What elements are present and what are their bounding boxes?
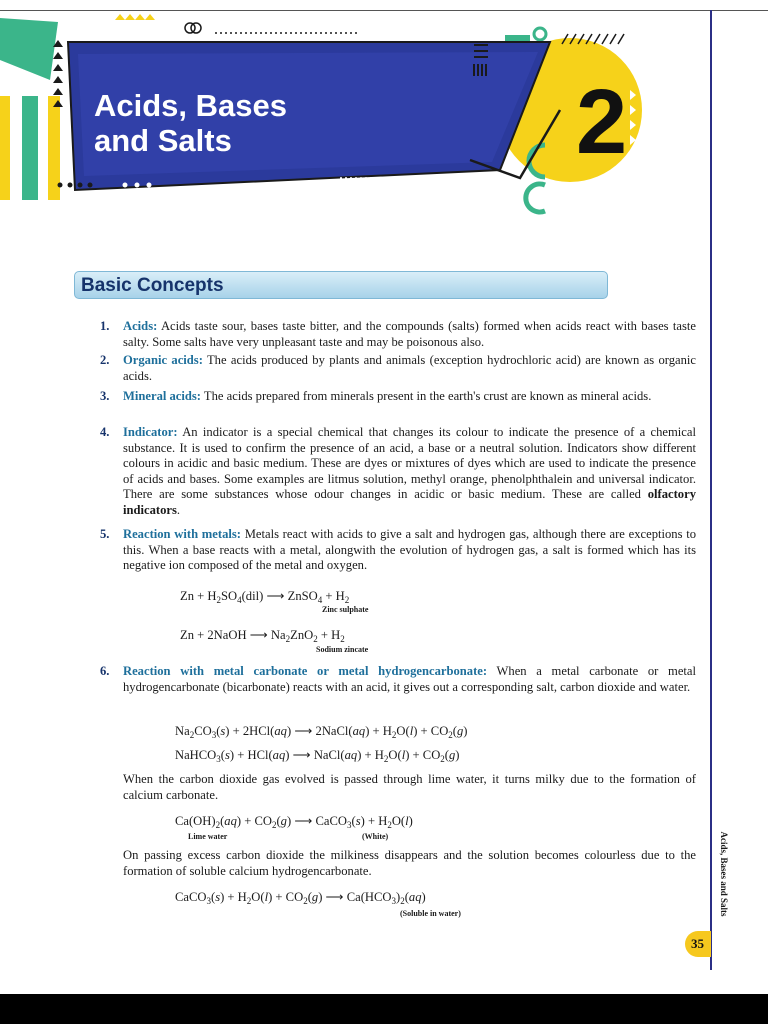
label-zinc-sulphate: Zinc sulphate	[322, 605, 369, 614]
label-soluble-in-water: (Soluble in water)	[400, 909, 461, 918]
item-number: 2.	[100, 353, 110, 367]
label-lime-water: Lime water	[188, 832, 228, 841]
equation-calcium-hydrogencarbonate: CaCO$_3$(s) + $H_2O(l) + CO_2(g)$ ⟶ $Ca(HCO_3)_2(aq)$	[175, 890, 426, 906]
chapter-number: 2	[576, 71, 628, 173]
bottom-bar	[0, 994, 768, 1024]
item-number: 4.	[100, 425, 110, 439]
page-number: 35	[691, 936, 704, 951]
list-item	[100, 425, 696, 518]
equation-lime-water: $Ca(OH)_2(aq) + CO_2(g)$ ⟶ CaCO$_3$(s) + $H_2O(l)$	[175, 814, 413, 830]
item-term: Reaction with metal carbonate or metal hydrogencarbonate:	[123, 664, 488, 678]
item-text: The acids produced by plants and animals (exception hydrochloric acid) are known as organic acids.	[123, 353, 696, 383]
chapter-title-line2: and Salts	[94, 123, 232, 158]
item-number: 1.	[100, 319, 110, 333]
paragraph-lime-water: When the carbon dioxide gas evolved is passed through lime water, it turns milky due to the formation of calcium carbonate.	[123, 772, 696, 802]
equation-zinc-sulphuric: $Zn + H_2SO_4(dil)$ ⟶ ZnSO$_4$ + $H_2$	[180, 589, 350, 605]
right-margin-rule	[710, 10, 712, 970]
label-white: (White)	[362, 832, 389, 841]
item-term: Mineral acids:	[123, 389, 201, 403]
page-number-badge	[685, 931, 711, 957]
list-item	[100, 527, 696, 574]
item-text-end: .	[176, 502, 181, 517]
item-term: Organic acids:	[123, 353, 203, 367]
chapter-title-line1: Acids, Bases	[94, 88, 287, 123]
item-keyword: olfactory indicators	[123, 487, 696, 517]
label-sodium-zincate: Sodium zincate	[316, 645, 369, 654]
list-item	[100, 353, 696, 384]
section-title: Basic Concepts	[81, 275, 224, 296]
item-term: Acids:	[123, 319, 158, 333]
item-term: Indicator:	[123, 425, 178, 439]
section-heading	[74, 271, 608, 299]
item-number: 6.	[100, 664, 110, 678]
chapter-title	[94, 88, 354, 158]
item-text: When a metal carbonate or metal hydrogencarbonate (bicarbonate) reacts with an acid, it gives out a corresponding salt, carbon dioxide and water.	[123, 664, 696, 694]
equation-sodium-carbonate: $Na_2CO_3(s) + 2HCl(aq)$ ⟶ 2NaCl(aq) + $H_2O(l) + CO_2(g)$	[175, 724, 468, 740]
item-term: Reaction with metals:	[123, 527, 241, 541]
item-number: 5.	[100, 527, 110, 541]
equation-zinc-naoh: Zn + 2NaOH ⟶ $Na_2ZnO_2 + H_2$	[180, 628, 345, 644]
item-text: Acids taste sour, bases taste bitter, and the compounds (salts) formed when acids react with bases taste salty. Some salts have very unpleasant taste and may be poisonous also.	[123, 319, 696, 349]
item-text: Metals react with acids to give a salt and hydrogen gas, although there are exceptions to this. When a base reacts with a metal, alongwith the evolution of hydrogen gas, a salt is formed which has its negative ion composed of the metal and oxygen.	[123, 527, 696, 572]
equation-sodium-bicarbonate: NaHCO$_3$(s) + HCl(aq) ⟶ NaCl(aq) + $H_2O(l) + CO_2(g)$	[175, 748, 460, 764]
side-running-title	[719, 825, 731, 925]
item-text: The acids prepared from minerals present in the earth's crust are known as mineral acids.	[201, 389, 652, 403]
item-text: An indicator is a special chemical that changes its colour to indicate the presence of a chemical substance. It is used to confirm the presence of an acid, a base or a neutral solution. Indicators show different colours in acidic and basic medium. These are dyes or mixtures of dyes which are used to indicate the presence of acids and bases. Some examples are litmus solution, methyl orange, phenolphthalein and universal indicator. There are some substances whose odour changes in acidic or basic medium. These are called	[123, 425, 696, 501]
list-item	[100, 664, 696, 695]
paragraph-excess-co2: On passing excess carbon dioxide the milkiness disappears and the solution becomes colourless due to the formation of soluble calcium hydrogencarbonate.	[123, 848, 696, 878]
list-item	[100, 319, 696, 350]
item-number: 3.	[100, 389, 110, 403]
list-item	[100, 389, 696, 405]
side-running-title-text: Acids, Bases and Salts	[719, 831, 729, 917]
